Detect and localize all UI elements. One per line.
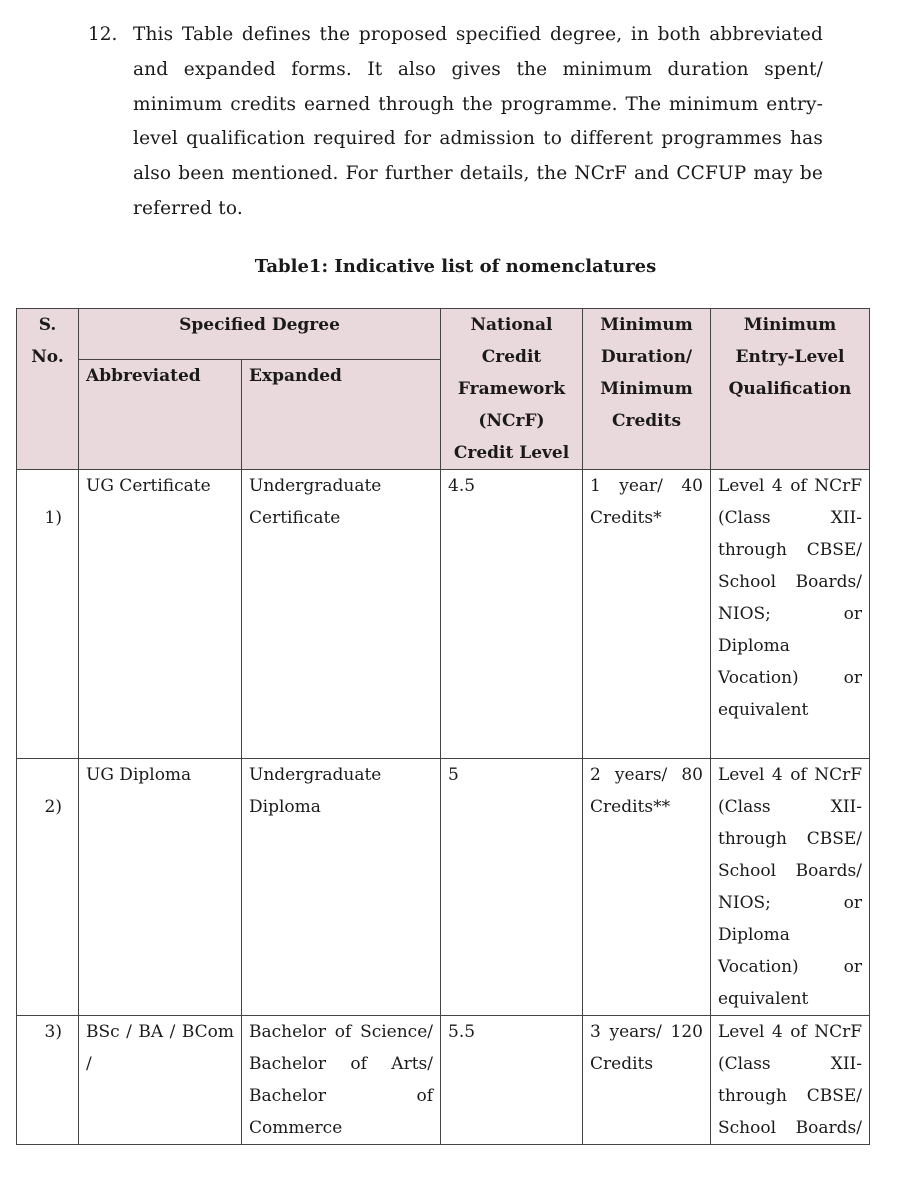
- paragraph-line: This Table defines the proposed specified degree, in both abbreviated: [133, 24, 823, 45]
- paragraph-line: minimum credits earned through the programme. The minimum: [133, 93, 759, 115]
- table-row: [17, 470, 870, 759]
- row-ncrf: 5: [441, 759, 583, 1016]
- row-abbreviated: UG Certificate: [79, 470, 242, 759]
- row-duration: 2 years/ 80 Credits**: [583, 759, 711, 1016]
- row-abbreviated: BSc / BA / BCom /: [79, 1016, 242, 1145]
- header-min-duration: Minimum Duration/ Minimum Credits: [583, 309, 711, 470]
- table-row: [17, 1016, 870, 1145]
- row-ncrf: 5.5: [441, 1016, 583, 1145]
- paragraph-text: [133, 18, 823, 227]
- row-duration: 3 years/ 120 Credits: [583, 1016, 711, 1145]
- paragraph-number: 12.: [88, 24, 118, 45]
- paragraph-line: programmes has also been mentioned. For further details, the NCrF: [133, 128, 823, 185]
- row-abbreviated: UG Diploma: [79, 759, 242, 1016]
- paragraph-line: and CCFUP may be referred to.: [133, 163, 824, 219]
- paragraph-line: and expanded forms. It also gives the minimum duration spent/: [133, 58, 823, 80]
- header-abbreviated: Abbreviated: [79, 359, 242, 469]
- header-specified-degree: Specified Degree: [79, 309, 441, 360]
- header-ncrf: National Credit Framework (NCrF) Credit Level: [441, 309, 583, 470]
- row-duration: 1 year/ 40 Credits*: [583, 470, 711, 759]
- nomenclature-table: [16, 308, 870, 1145]
- paragraph-12: [88, 18, 823, 227]
- row-entry: Level 4 of NCrF (Class XII- through CBSE/ School Boards/: [711, 1016, 870, 1145]
- header-expanded: Expanded: [242, 359, 441, 469]
- row-sno: 1): [17, 470, 79, 759]
- row-sno: 2): [17, 759, 79, 1016]
- row-entry: Level 4 of NCrF (Class XII- through CBSE/ School Boards/ NIOS; or Diploma Vocation) or equivalent: [711, 759, 870, 1016]
- row-sno: 3): [17, 1016, 79, 1145]
- table-row: [17, 759, 870, 1016]
- table-caption: Table1: Indicative list of nomenclatures: [254, 256, 657, 277]
- row-expanded: Undergraduate Certificate: [242, 470, 441, 759]
- row-expanded: Undergraduate Diploma: [242, 759, 441, 1016]
- header-min-entry: Minimum Entry-Level Qualification: [711, 309, 870, 470]
- row-entry: Level 4 of NCrF (Class XII- through CBSE/ School Boards/ NIOS; or Diploma Vocation) or equivalent: [711, 470, 870, 759]
- paragraph-line: entry-level qualification required for admission to different: [133, 93, 823, 150]
- row-ncrf: 4.5: [441, 470, 583, 759]
- header-sno: S. No.: [17, 309, 79, 470]
- row-expanded: Bachelor of Science/ Bachelor of Arts/ Bachelor of Commerce: [242, 1016, 441, 1145]
